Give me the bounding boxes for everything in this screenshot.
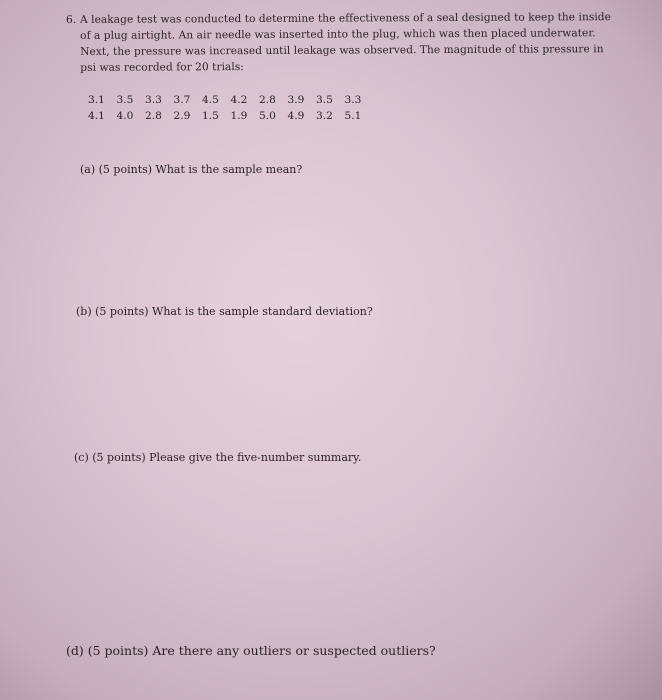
data-value: 1.5: [202, 110, 219, 122]
data-value: 3.5: [116, 94, 134, 106]
problem-number: 6.: [66, 13, 77, 26]
data-row: [88, 108, 373, 124]
question-a: (a) (5 points) What is the sample mean?: [80, 163, 303, 176]
data-row: [88, 92, 373, 108]
data-value: 3.7: [173, 94, 191, 106]
problem-line: of a plug airtight. An air needle was inserted into the plug, which was then placed underwater.: [80, 27, 596, 42]
problem-statement: [66, 9, 611, 76]
question-d: (d) (5 points) Are there any outliers or suspected outliers?: [66, 643, 436, 658]
data-value: 2.8: [145, 110, 162, 122]
data-table: [88, 92, 373, 124]
data-value: 3.3: [344, 94, 362, 106]
data-value: 5.0: [259, 110, 276, 122]
problem-line: Next, the pressure was increased until leakage was observed. The magnitude of this pressure in: [80, 43, 604, 58]
data-value: 2.9: [173, 110, 191, 122]
data-value: 3.1: [88, 94, 105, 106]
data-value: 5.1: [344, 110, 362, 122]
data-value: 4.1: [88, 110, 105, 122]
data-value: 4.0: [116, 110, 134, 122]
data-value: 3.9: [287, 94, 305, 106]
data-value: 4.2: [230, 94, 248, 106]
data-value: 4.5: [202, 94, 219, 106]
problem-line: A leakage test was conducted to determine the effectiveness of a seal designed to keep the inside: [80, 11, 611, 26]
data-value: 2.8: [259, 94, 276, 106]
data-value: 3.2: [316, 110, 333, 122]
question-c: (c) (5 points) Please give the five-number summary.: [74, 451, 362, 464]
data-value: 4.9: [287, 110, 305, 122]
problem-line: psi was recorded for 20 trials:: [80, 61, 244, 74]
data-value: 3.3: [145, 94, 162, 106]
data-value: 3.5: [316, 94, 333, 106]
data-value: 1.9: [230, 110, 248, 122]
question-b: (b) (5 points) What is the sample standard deviation?: [76, 305, 373, 318]
